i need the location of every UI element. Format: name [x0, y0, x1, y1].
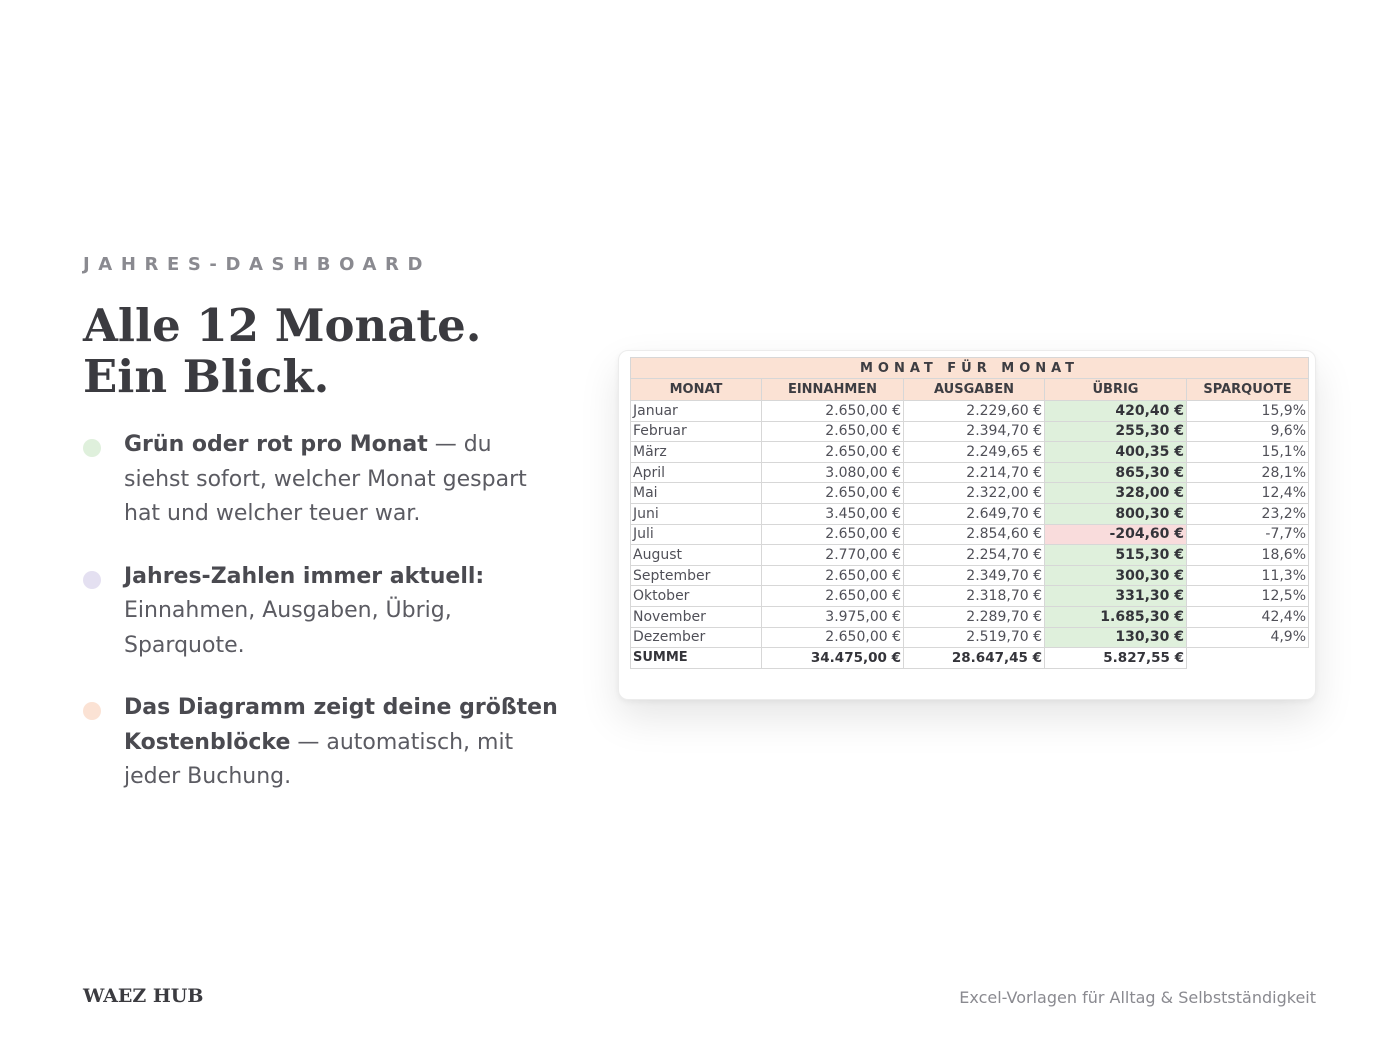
feature-item-cost-chart: [83, 691, 563, 795]
rate-cell: 12,5%: [1187, 586, 1309, 607]
month-cell: Dezember: [631, 627, 762, 648]
rate-cell: 11,3%: [1187, 565, 1309, 586]
month-cell: August: [631, 545, 762, 566]
rest-cell: 420,40 €: [1045, 401, 1187, 422]
feature-text: — automatisch, mit jeder Buchung.: [124, 729, 514, 789]
income-cell: 3.450,00 €: [762, 503, 904, 524]
month-cell: Februar: [631, 421, 762, 442]
headline-line-1: Alle 12 Monate.: [83, 299, 482, 352]
footer-tagline: Excel-Vorlagen für Alltag & Selbstständigkeit: [959, 988, 1316, 1007]
month-cell: Oktober: [631, 586, 762, 607]
feature-title: Jahres-Zahlen immer aktuell:: [124, 563, 485, 589]
expenses-cell: 2.214,70 €: [904, 462, 1045, 483]
headline: [83, 300, 481, 402]
income-cell: 2.770,00 €: [762, 545, 904, 566]
month-cell: Juli: [631, 524, 762, 545]
expenses-cell: 2.229,60 €: [904, 401, 1045, 422]
peach-dot-icon: [83, 702, 101, 720]
month-cell: Juni: [631, 503, 762, 524]
month-cell: November: [631, 606, 762, 627]
rate-cell: -7,7%: [1187, 524, 1309, 545]
rate-cell: 23,2%: [1187, 503, 1309, 524]
income-cell: 3.975,00 €: [762, 606, 904, 627]
column-header-rate: SPARQUOTE: [1187, 379, 1309, 401]
expenses-cell: 2.349,70 €: [904, 565, 1045, 586]
rest-cell: 865,30 €: [1045, 462, 1187, 483]
rate-cell: 28,1%: [1187, 462, 1309, 483]
column-header-expenses: AUSGABEN: [904, 379, 1045, 401]
rest-cell: 1.685,30 €: [1045, 606, 1187, 627]
income-cell: 2.650,00 €: [762, 401, 904, 422]
feature-list: [83, 428, 563, 823]
income-cell: 2.650,00 €: [762, 442, 904, 463]
rest-cell: 800,30 €: [1045, 503, 1187, 524]
rate-cell: 15,9%: [1187, 401, 1309, 422]
expenses-cell: 2.394,70 €: [904, 421, 1045, 442]
expenses-cell: 2.854,60 €: [904, 524, 1045, 545]
expenses-cell: 2.318,70 €: [904, 586, 1045, 607]
expenses-cell: 2.649,70 €: [904, 503, 1045, 524]
rate-cell: 4,9%: [1187, 627, 1309, 648]
column-header-income: EINNAHMEN: [762, 379, 904, 401]
rest-cell: 331,30 €: [1045, 586, 1187, 607]
income-cell: 2.650,00 €: [762, 627, 904, 648]
feature-text: — du siehst sofort, welcher Monat gespart hat und welcher teuer war.: [124, 432, 527, 526]
income-cell: 2.650,00 €: [762, 524, 904, 545]
table-row: [631, 401, 1309, 422]
income-cell: 2.650,00 €: [762, 483, 904, 504]
table-row: [631, 483, 1309, 504]
rest-cell: 400,35 €: [1045, 442, 1187, 463]
sum-rate-empty: [1187, 648, 1309, 669]
feature-item-status-colors: [83, 428, 563, 532]
month-cell: März: [631, 442, 762, 463]
spreadsheet-preview-card: [618, 350, 1316, 700]
month-cell: September: [631, 565, 762, 586]
green-dot-icon: [83, 439, 101, 457]
rate-cell: 12,4%: [1187, 483, 1309, 504]
feature-title: Das Diagramm zeigt deine größten Kostenblöcke: [124, 695, 558, 755]
headline-line-2: Ein Blick.: [83, 350, 330, 403]
rest-cell: 300,30 €: [1045, 565, 1187, 586]
monthly-table: [630, 357, 1309, 669]
sum-income: 34.475,00 €: [762, 648, 904, 669]
month-cell: Mai: [631, 483, 762, 504]
column-header-rest: ÜBRIG: [1045, 379, 1187, 401]
rate-cell: 18,6%: [1187, 545, 1309, 566]
sum-rest: 5.827,55 €: [1045, 648, 1187, 669]
rate-cell: 9,6%: [1187, 421, 1309, 442]
income-cell: 2.650,00 €: [762, 565, 904, 586]
month-cell: April: [631, 462, 762, 483]
table-header-row: [631, 379, 1309, 401]
table-body: [631, 401, 1309, 648]
month-cell: Januar: [631, 401, 762, 422]
table-row: [631, 545, 1309, 566]
lavender-dot-icon: [83, 571, 101, 589]
table-row: [631, 606, 1309, 627]
rest-cell: 255,30 €: [1045, 421, 1187, 442]
column-header-month: MONAT: [631, 379, 762, 401]
section-eyebrow: JAHRES-DASHBOARD: [83, 254, 432, 275]
table-row: [631, 442, 1309, 463]
income-cell: 2.650,00 €: [762, 421, 904, 442]
table-title: MONAT FÜR MONAT: [631, 358, 1309, 379]
table-row: [631, 462, 1309, 483]
feature-text: Einnahmen, Ausgaben, Übrig, Sparquote.: [124, 598, 452, 658]
income-cell: 2.650,00 €: [762, 586, 904, 607]
sum-label: SUMME: [631, 648, 762, 669]
table-row: [631, 503, 1309, 524]
rest-cell: 130,30 €: [1045, 627, 1187, 648]
table-row: [631, 565, 1309, 586]
rest-cell: 515,30 €: [1045, 545, 1187, 566]
expenses-cell: 2.254,70 €: [904, 545, 1045, 566]
feature-item-yearly-figures: [83, 560, 563, 664]
expenses-cell: 2.519,70 €: [904, 627, 1045, 648]
rate-cell: 15,1%: [1187, 442, 1309, 463]
table-row: [631, 627, 1309, 648]
income-cell: 3.080,00 €: [762, 462, 904, 483]
feature-title: Grün oder rot pro Monat: [124, 432, 428, 457]
table-row: [631, 421, 1309, 442]
table-row: [631, 586, 1309, 607]
expenses-cell: 2.249,65 €: [904, 442, 1045, 463]
sum-expenses: 28.647,45 €: [904, 648, 1045, 669]
expenses-cell: 2.289,70 €: [904, 606, 1045, 627]
table-row: [631, 524, 1309, 545]
rest-cell: -204,60 €: [1045, 524, 1187, 545]
sum-row: [631, 648, 1309, 669]
brand-logo: WAEZ HUB: [83, 985, 204, 1007]
rate-cell: 42,4%: [1187, 606, 1309, 627]
expenses-cell: 2.322,00 €: [904, 483, 1045, 504]
rest-cell: 328,00 €: [1045, 483, 1187, 504]
